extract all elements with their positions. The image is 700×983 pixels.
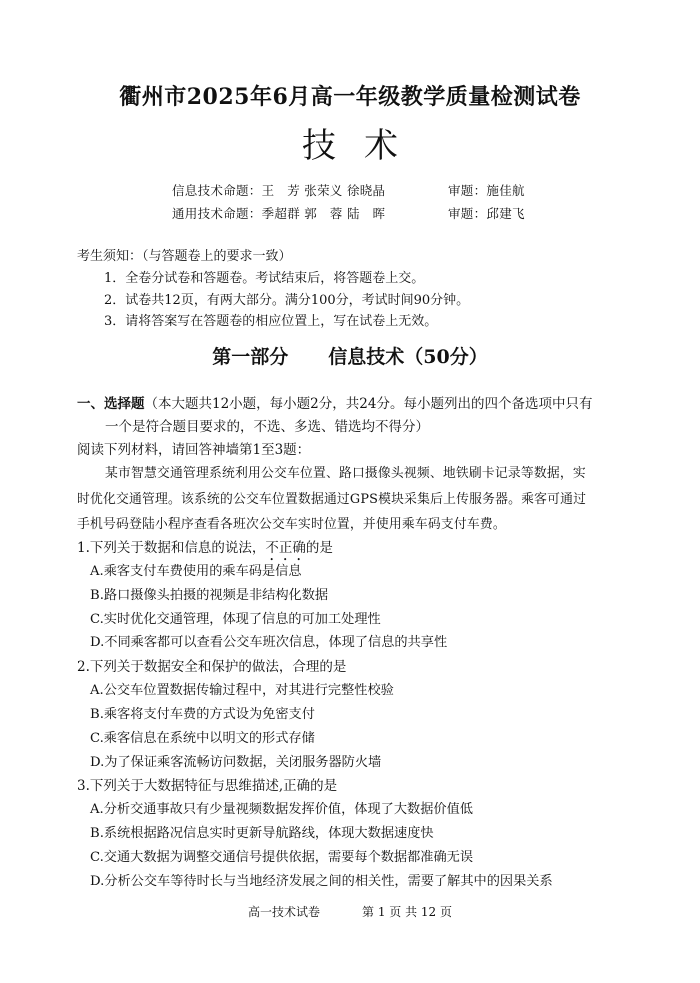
subject-title: 技术 bbox=[302, 126, 426, 166]
section-heading-continued: 一个是符合题目要求的，不选、多选、错选均不得分） bbox=[105, 419, 429, 435]
footer-page-number: 第 1 页 共 12 页 bbox=[362, 905, 452, 919]
emphasis-text: 不正确 bbox=[265, 540, 306, 556]
question-stem-text: 的是 bbox=[305, 540, 333, 556]
answer-option: D.为了保证乘客流畅访问数据，关闭服务器防火墙 bbox=[90, 755, 382, 770]
answer-option: C.实时优化交通管理，体现了信息的可加工处理性 bbox=[90, 612, 381, 627]
notice-heading: 考生须知：（与答题卷上的要求一致） bbox=[77, 249, 292, 264]
section-heading-text: （本大题共12小题，每小题2分，共24分。每小题列出的四个备选项中只有 bbox=[144, 396, 593, 412]
answer-option: B.路口摄像头拍摄的视频是非结构化数据 bbox=[90, 588, 329, 603]
answer-option: C.交通大数据为调整交通信号提供依据，需要每个数据都准确无误 bbox=[90, 850, 474, 865]
question-stem-text: 1.下列关于数据和信息的说法， bbox=[77, 540, 266, 556]
answer-option: B.乘客将支付车费的方式设为免密支付 bbox=[90, 707, 315, 722]
answer-option: A.公交车位置数据传输过程中，对其进行完整性校验 bbox=[90, 683, 394, 698]
general-tech-reviewer: 审题：邱建飞 bbox=[448, 206, 525, 221]
notice-item: 3．请将答案写在答题卷的相应位置上，写在试卷上无效。 bbox=[104, 314, 438, 329]
section-heading-label: 一、选择题 bbox=[77, 396, 145, 412]
material-paragraph: 手机号码登陆小程序查看各班次公交车实时位置，并使用乘车码支付车费。 bbox=[77, 517, 506, 532]
answer-option: A.分析交通事故只有少量视频数据发挥价值，体现了大数据价值低 bbox=[90, 802, 473, 817]
material-paragraph: 某市智慧交通管理系统利用公交车位置、路口摄像头视频、地铁刷卡记录等数据，实 bbox=[105, 466, 586, 481]
exam-title: 衢州市2025年6月高一年级教学质量检测试卷 bbox=[119, 84, 581, 110]
page-footer bbox=[0, 903, 700, 920]
info-tech-reviewer: 审题：施佳航 bbox=[448, 183, 525, 198]
answer-option: D.不同乘客都可以查看公交车班次信息，体现了信息的共享性 bbox=[90, 635, 448, 650]
answer-option: A.乘客支付车费使用的乘车码是信息 bbox=[90, 564, 302, 579]
part-label: 第一部分 bbox=[212, 346, 289, 368]
notice-item: 1．全卷分试卷和答题卷。考试结束后，将答题卷上交。 bbox=[104, 271, 425, 286]
notice-item: 2．试卷共12页，有两大部分。满分100分，考试时间90分钟。 bbox=[104, 293, 470, 308]
section-heading bbox=[77, 392, 592, 412]
read-prompt: 阅读下列材料，请回答神墙第1至3题： bbox=[77, 442, 311, 458]
general-tech-authors: 通用技术命题：季超群 郭 蓉 陆 晖 bbox=[172, 206, 386, 221]
footer-doc-name: 高一技术试卷 bbox=[248, 905, 321, 919]
question-stem: 2.下列关于数据安全和保护的做法，合理的是 bbox=[77, 659, 347, 675]
part-title bbox=[0, 342, 700, 369]
answer-option: C.乘客信息在系统中以明文的形式存储 bbox=[90, 731, 315, 746]
material-paragraph: 时优化交通管理。该系统的公交车位置数据通过GPS模块采集后上传服务器。乘客可通过 bbox=[77, 492, 587, 507]
info-tech-authors: 信息技术命题：王 芳 张荣义 徐晓晶 bbox=[172, 183, 386, 198]
question-stem: 3.下列关于大数据特征与思维描述,正确的是 bbox=[77, 778, 338, 794]
answer-option: D.分析公交车等待时长与当地经济发展之间的相关性，需要了解其中的因果关系 bbox=[90, 874, 553, 889]
part-name: 信息技术（50分） bbox=[328, 346, 488, 368]
answer-option: B.系统根据路况信息实时更新导航路线，体现大数据速度快 bbox=[90, 826, 434, 841]
